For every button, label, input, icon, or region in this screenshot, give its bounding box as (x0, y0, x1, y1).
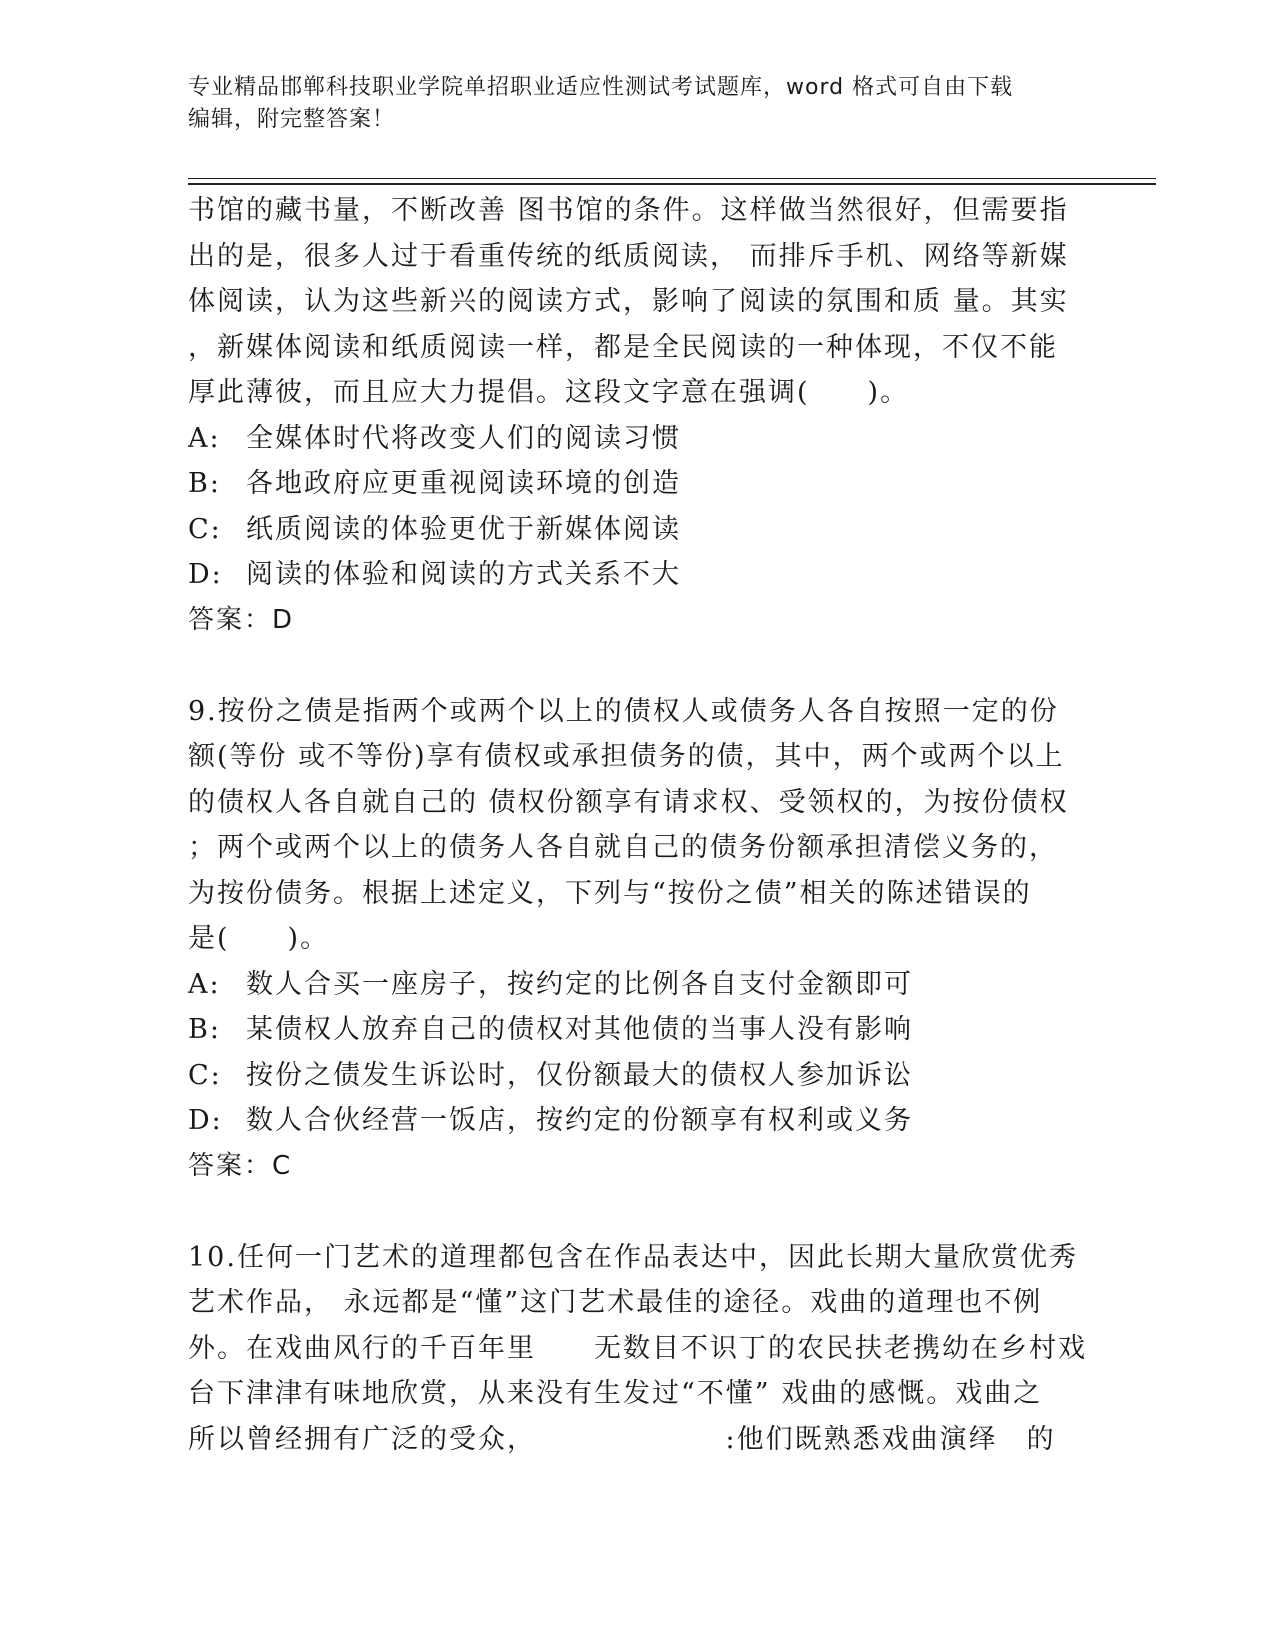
option-text: 各地政府应更重视阅读环境的创造 (246, 468, 681, 499)
question-text-line: 为按份债务。根据上述定义，下列与“按份之债”相关的陈述错误的 (188, 877, 1032, 909)
question-text-line: 额(等份 或不等份)享有债权或承担债务的债，其中，两个或两个以上 (188, 741, 1065, 772)
question-9 (188, 689, 1068, 1190)
question-10 (188, 1235, 1087, 1463)
option-letter: C: (188, 513, 222, 545)
option-letter: A: (188, 968, 221, 1000)
answer-label: 答案：C (188, 1150, 293, 1181)
option-text: 全媒体时代将改变人们的阅读习惯 (246, 422, 681, 454)
question-text-line: ，新媒体阅读和纸质阅读一样，都是全民阅读的一种体现，不仅不能 (188, 331, 1058, 363)
question-text-line: ；两个或两个以上的债务人各自就自己的债务份额承担清偿义务的， (188, 832, 1058, 863)
question-spacer (188, 643, 1068, 689)
question-spacer (188, 1189, 1068, 1235)
option-d (188, 552, 1068, 598)
question-text-line: 9.按份之债是指两个或两个以上的债权人或债务人各自按照一定的份 (188, 695, 1059, 727)
question-text-line: 外。在戏曲风行的千百年里 无数目不识丁的农民扶老携幼在乡村戏 (188, 1332, 1087, 1364)
option-b (188, 461, 1068, 507)
option-letter: C: (188, 1059, 222, 1091)
header-divider-thick (188, 183, 1156, 185)
header-divider-thin (188, 178, 1156, 179)
question-text-line: 厚此薄彼，而且应大力提倡。这段文字意在强调( )。 (188, 377, 910, 408)
option-letter: B: (188, 1014, 221, 1045)
question-text-line: 出的是，很多人过于看重传统的纸质阅读， 而排斥手机、网络等新媒 (188, 240, 1069, 272)
option-letter: A: (188, 422, 221, 454)
option-text: 数人合买一座房子，按约定的比例各自支付金额即可 (246, 968, 913, 1000)
question-text-line: 是( )。 (188, 923, 330, 954)
document-body (188, 188, 1087, 1462)
document-header (188, 72, 1088, 136)
option-text: 阅读的体验和阅读的方式关系不大 (246, 559, 681, 590)
option-letter: D: (188, 559, 223, 590)
option-letter: B: (188, 468, 221, 499)
question-text-line: 艺术作品， 永远都是“懂”这门艺术最佳的途径。戏曲的道理也不例 (188, 1287, 1043, 1318)
option-c (188, 1053, 1068, 1099)
option-a (188, 416, 1068, 462)
option-text: 数人合伙经营一饭店，按约定的份额享有权利或义务 (246, 1105, 913, 1136)
header-line-1: 专业精品邯郸科技职业学院单招职业适应性测试考试题库，word 格式可自由下载 (188, 75, 1014, 100)
question-text-line: 所以曾经拥有广泛的受众， :他们既熟悉戏曲演绎 的 (188, 1423, 1056, 1455)
question-text-line: 10.任何一门艺术的道理都包含在作品表达中，因此长期大量欣赏优秀 (188, 1241, 1078, 1273)
answer-label: 答案：D (188, 604, 295, 635)
option-d (188, 1098, 1068, 1144)
question-8 (188, 188, 1068, 643)
option-text: 按份之债发生诉讼时，仅份额最大的债权人参加诉讼 (246, 1059, 913, 1091)
question-text-line: 的债权人各自就自己的 债权份额享有请求权、受领权的，为按份债权 (188, 786, 1069, 818)
option-b (188, 1007, 1068, 1053)
header-line-2: 编辑，附完整答案！ (188, 107, 396, 132)
option-letter: D: (188, 1105, 223, 1136)
question-text-line: 书馆的藏书量，不断改善 图书馆的条件。这样做当然很好，但需要指 (188, 195, 1069, 226)
option-c (188, 507, 1068, 553)
option-text: 某债权人放弃自己的债权对其他债的当事人没有影响 (246, 1014, 913, 1045)
question-text-line: 台下津津有味地欣赏，从来没有生发过“不懂” 戏曲的感慨。戏曲之 (188, 1378, 1043, 1409)
option-text: 纸质阅读的体验更优于新媒体阅读 (246, 513, 681, 545)
question-text-line: 体阅读，认为这些新兴的阅读方式，影响了阅读的氛围和质 量。其实 (188, 286, 1069, 317)
option-a (188, 962, 1068, 1008)
